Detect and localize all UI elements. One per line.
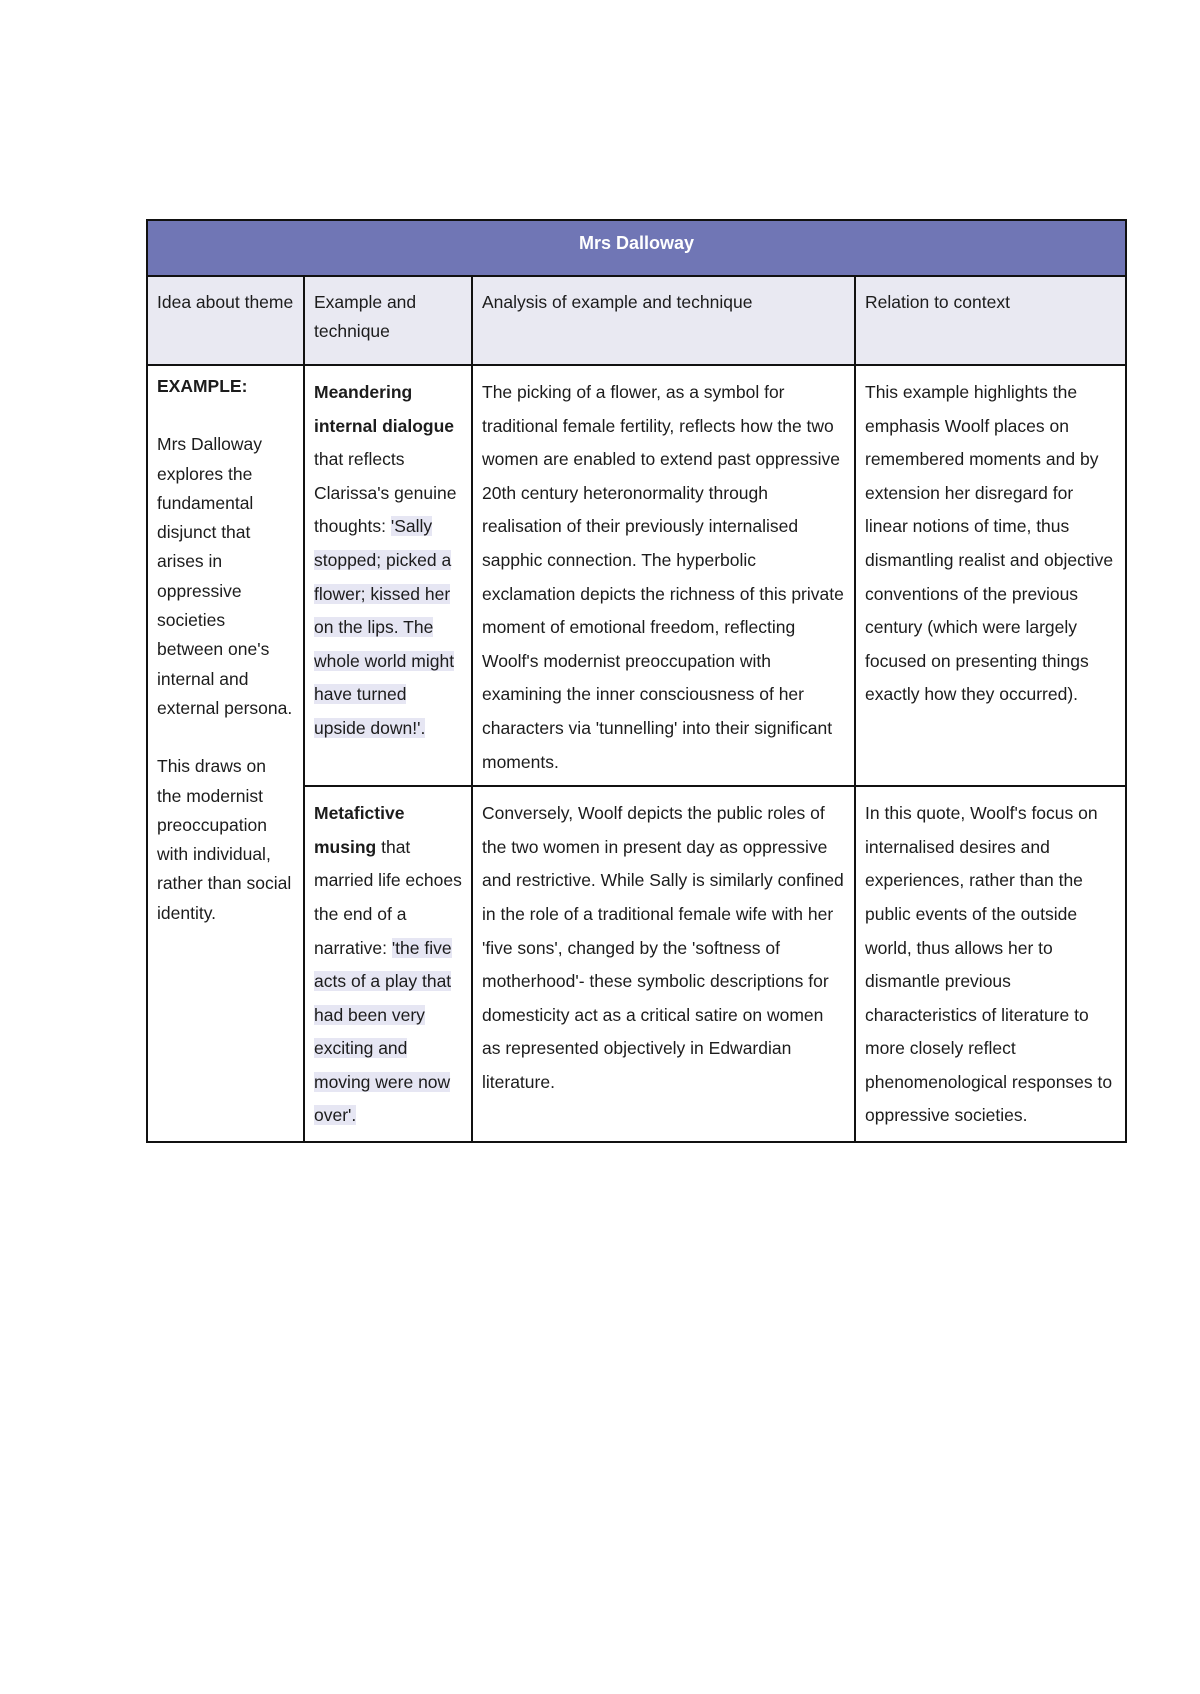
analysis-cell: Conversely, Woolf depicts the public roles of the two women in present day as oppressive and restrictive. While Sally is similarly confined in the role of a traditional female wife with her 'five sons', changed by the 'softness of motherhood'- these symbolic descriptions for domesticity act as a critical satire on women as represented objectively in Edwardian literature. xyxy=(472,786,855,1142)
analysis-cell: The picking of a flower, as a symbol for traditional female fertility, reflects how the two women are enabled to extend past oppressive 20th century heteronormality through realisation of their previously internalised sapphic connection. The hyperbolic exclamation depicts the richness of this private moment of emotional freedom, reflecting Woolf's modernist preoccupation with examining the inner consciousness of her characters via 'tunnelling' into their significant moments. xyxy=(472,365,855,786)
header-idea-about-theme: Idea about theme xyxy=(147,276,304,365)
spacer xyxy=(157,723,294,752)
example-label: EXAMPLE: xyxy=(157,376,248,396)
table-row xyxy=(147,365,1126,786)
spacer xyxy=(157,401,294,430)
quote-highlight: 'the five acts of a play that had been very exciting and moving were now over'. xyxy=(314,937,452,1126)
theme-cell xyxy=(147,365,304,1142)
table-title: Mrs Dalloway xyxy=(147,220,1126,276)
theme-paragraph: This draws on the modernist preoccupation with individual, rather than social identity. xyxy=(157,756,292,923)
example-technique-cell xyxy=(304,365,472,786)
context-cell: This example highlights the emphasis Woolf places on remembered moments and by extension her disregard for linear notions of time, thus dismantling realist and objective conventions of the previous century (which were largely focused on presenting things exactly how they occurred). xyxy=(855,365,1126,786)
technique-name: Meandering internal dialogue xyxy=(314,382,455,436)
context-cell: In this quote, Woolf's focus on internalised desires and experiences, rather than the public events of the outside world, thus allows her to dismantle previous characteristics of literature to more closely reflect phenomenological responses to oppressive societies. xyxy=(855,786,1126,1142)
technique-name: Metafictive musing xyxy=(314,803,405,857)
column-header-row xyxy=(147,276,1126,365)
header-example-and-technique: Example and technique xyxy=(304,276,472,365)
quote-highlight: 'Sally stopped; picked a flower; kissed her on the lips. The whole world might have turned upside down!'. xyxy=(314,516,455,738)
table-title-row xyxy=(147,220,1126,276)
example-technique-cell xyxy=(304,786,472,1142)
technique-description: that married life echoes the end of a narrative: xyxy=(314,836,462,958)
theme-paragraph: Mrs Dalloway explores the fundamental disjunct that arises in oppressive societies between one's internal and external persona. xyxy=(157,434,293,718)
theme-analysis-table xyxy=(146,219,1127,1143)
header-relation-to-context: Relation to context xyxy=(855,276,1126,365)
header-analysis: Analysis of example and technique xyxy=(472,276,855,365)
technique-description: that reflects Clarissa's genuine thoughts: xyxy=(314,449,457,537)
